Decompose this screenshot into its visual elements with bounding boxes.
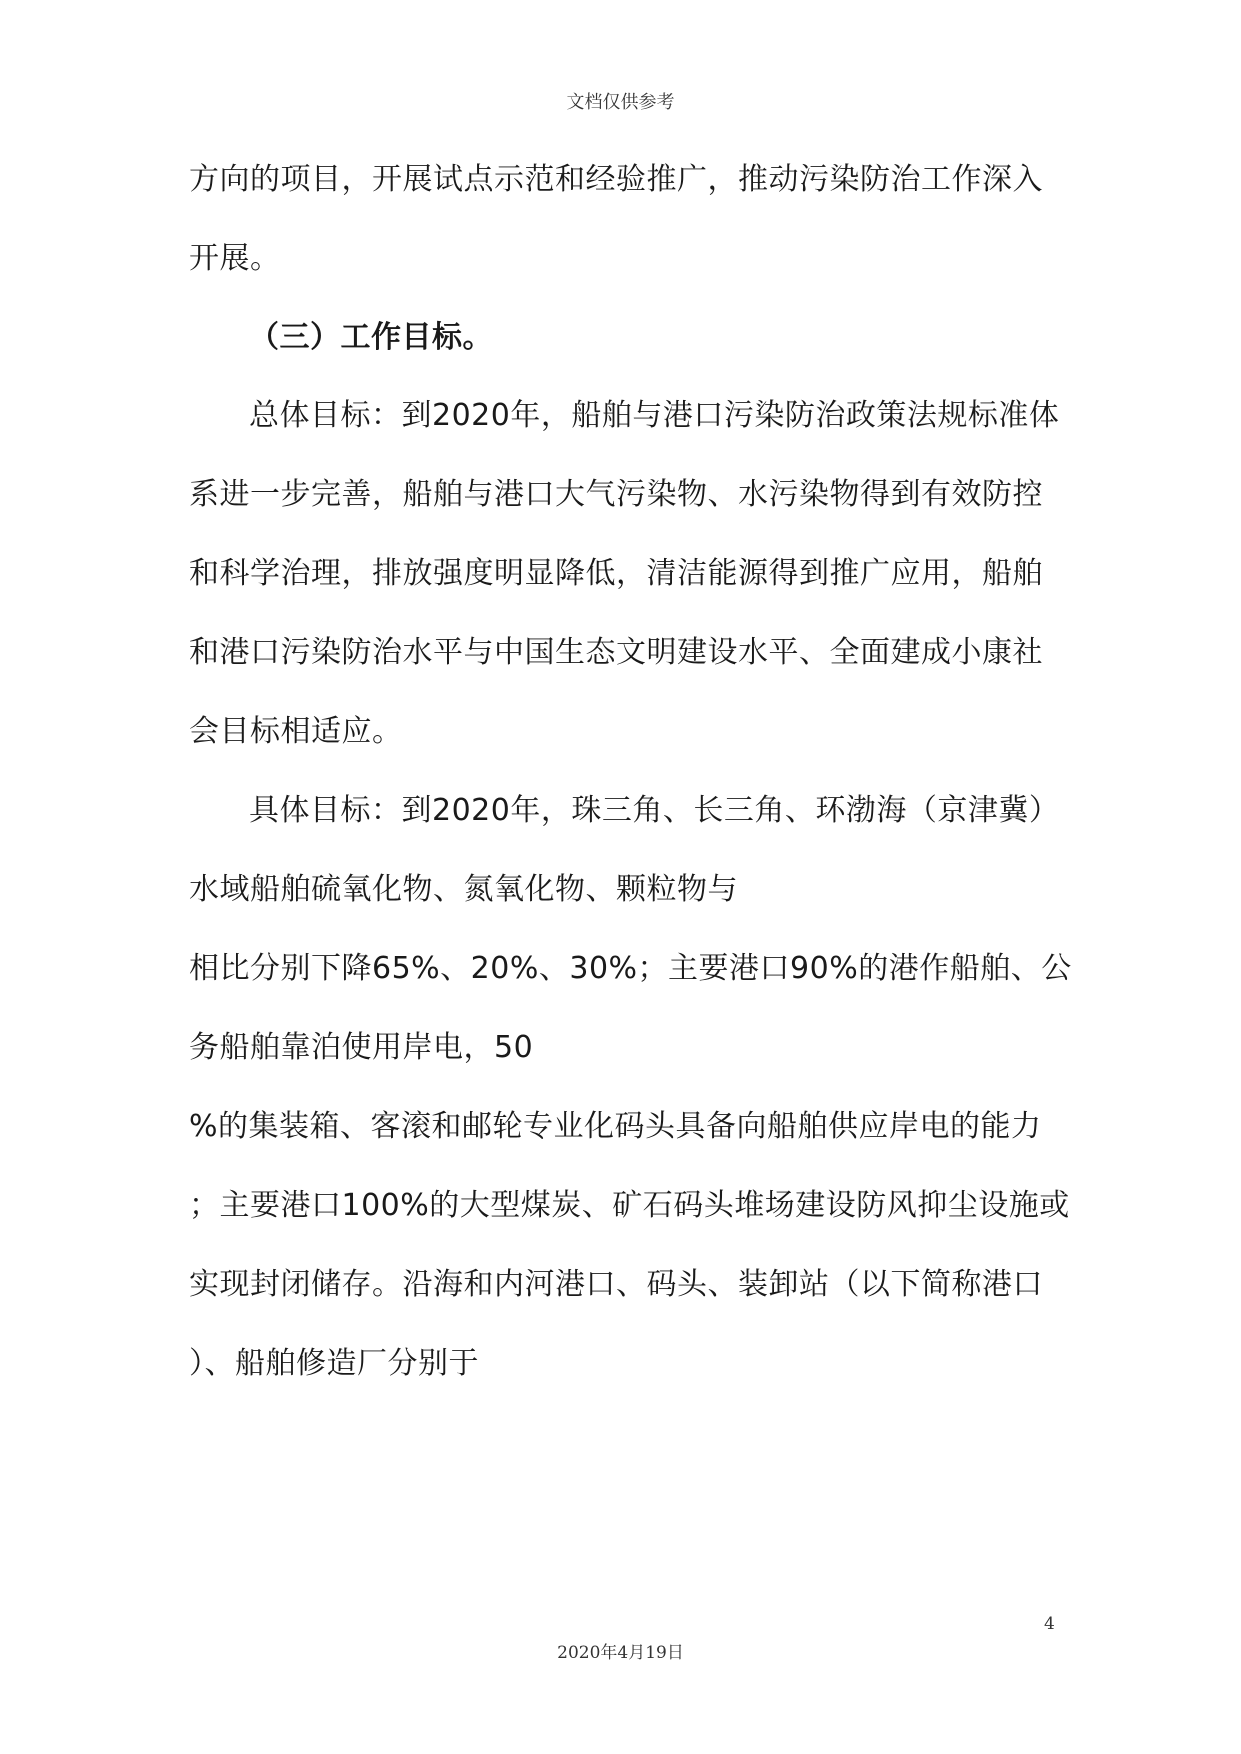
body-line: 系进一步完善，船舶与港口大气污染物、水污染物得到有效防控 [189,477,1043,512]
paragraph-first-line: 总体目标：到2020年，船舶与港口污染防治政策法规标准体 [249,398,1060,433]
body-line: 相比分别下降65%、20%、30%；主要港口90%的港作船舶、公 [189,951,1072,986]
body-line: ）、船舶修造厂分别于 [189,1346,479,1381]
page-number: 4 [1044,1614,1055,1634]
body-line: 和港口污染防治水平与中国生态文明建设水平、全面建成小康社 [189,635,1043,670]
body-line: 实现封闭储存。沿海和内河港口、码头、装卸站（以下简称港口 [189,1267,1043,1302]
body-line: 水域船舶硫氧化物、氮氧化物、颗粒物与 [189,872,738,907]
body-line: %的集装箱、客滚和邮轮专业化码头具备向船舶供应岸电的能力 [189,1109,1042,1144]
page-header: 文档仅供参考 [566,92,675,113]
paragraph-first-line: 具体目标：到2020年，珠三角、长三角、环渤海（京津冀） [249,793,1060,828]
body-line: 方向的项目，开展试点示范和经验推广，推动污染防治工作深入 [189,162,1043,197]
body-line: 务船舶靠泊使用岸电，50 [189,1030,534,1065]
footer-date: 2020年4月19日 [557,1643,684,1663]
body-line: ；主要港口100%的大型煤炭、矿石码头堆场建设防风抑尘设施或 [189,1188,1070,1223]
body-line: 会目标相适应。 [189,714,403,749]
section-heading: （三）工作目标。 [249,320,493,355]
body-line: 和科学治理，排放强度明显降低，清洁能源得到推广应用，船舶 [189,556,1043,591]
body-line: 开展。 [189,241,281,276]
